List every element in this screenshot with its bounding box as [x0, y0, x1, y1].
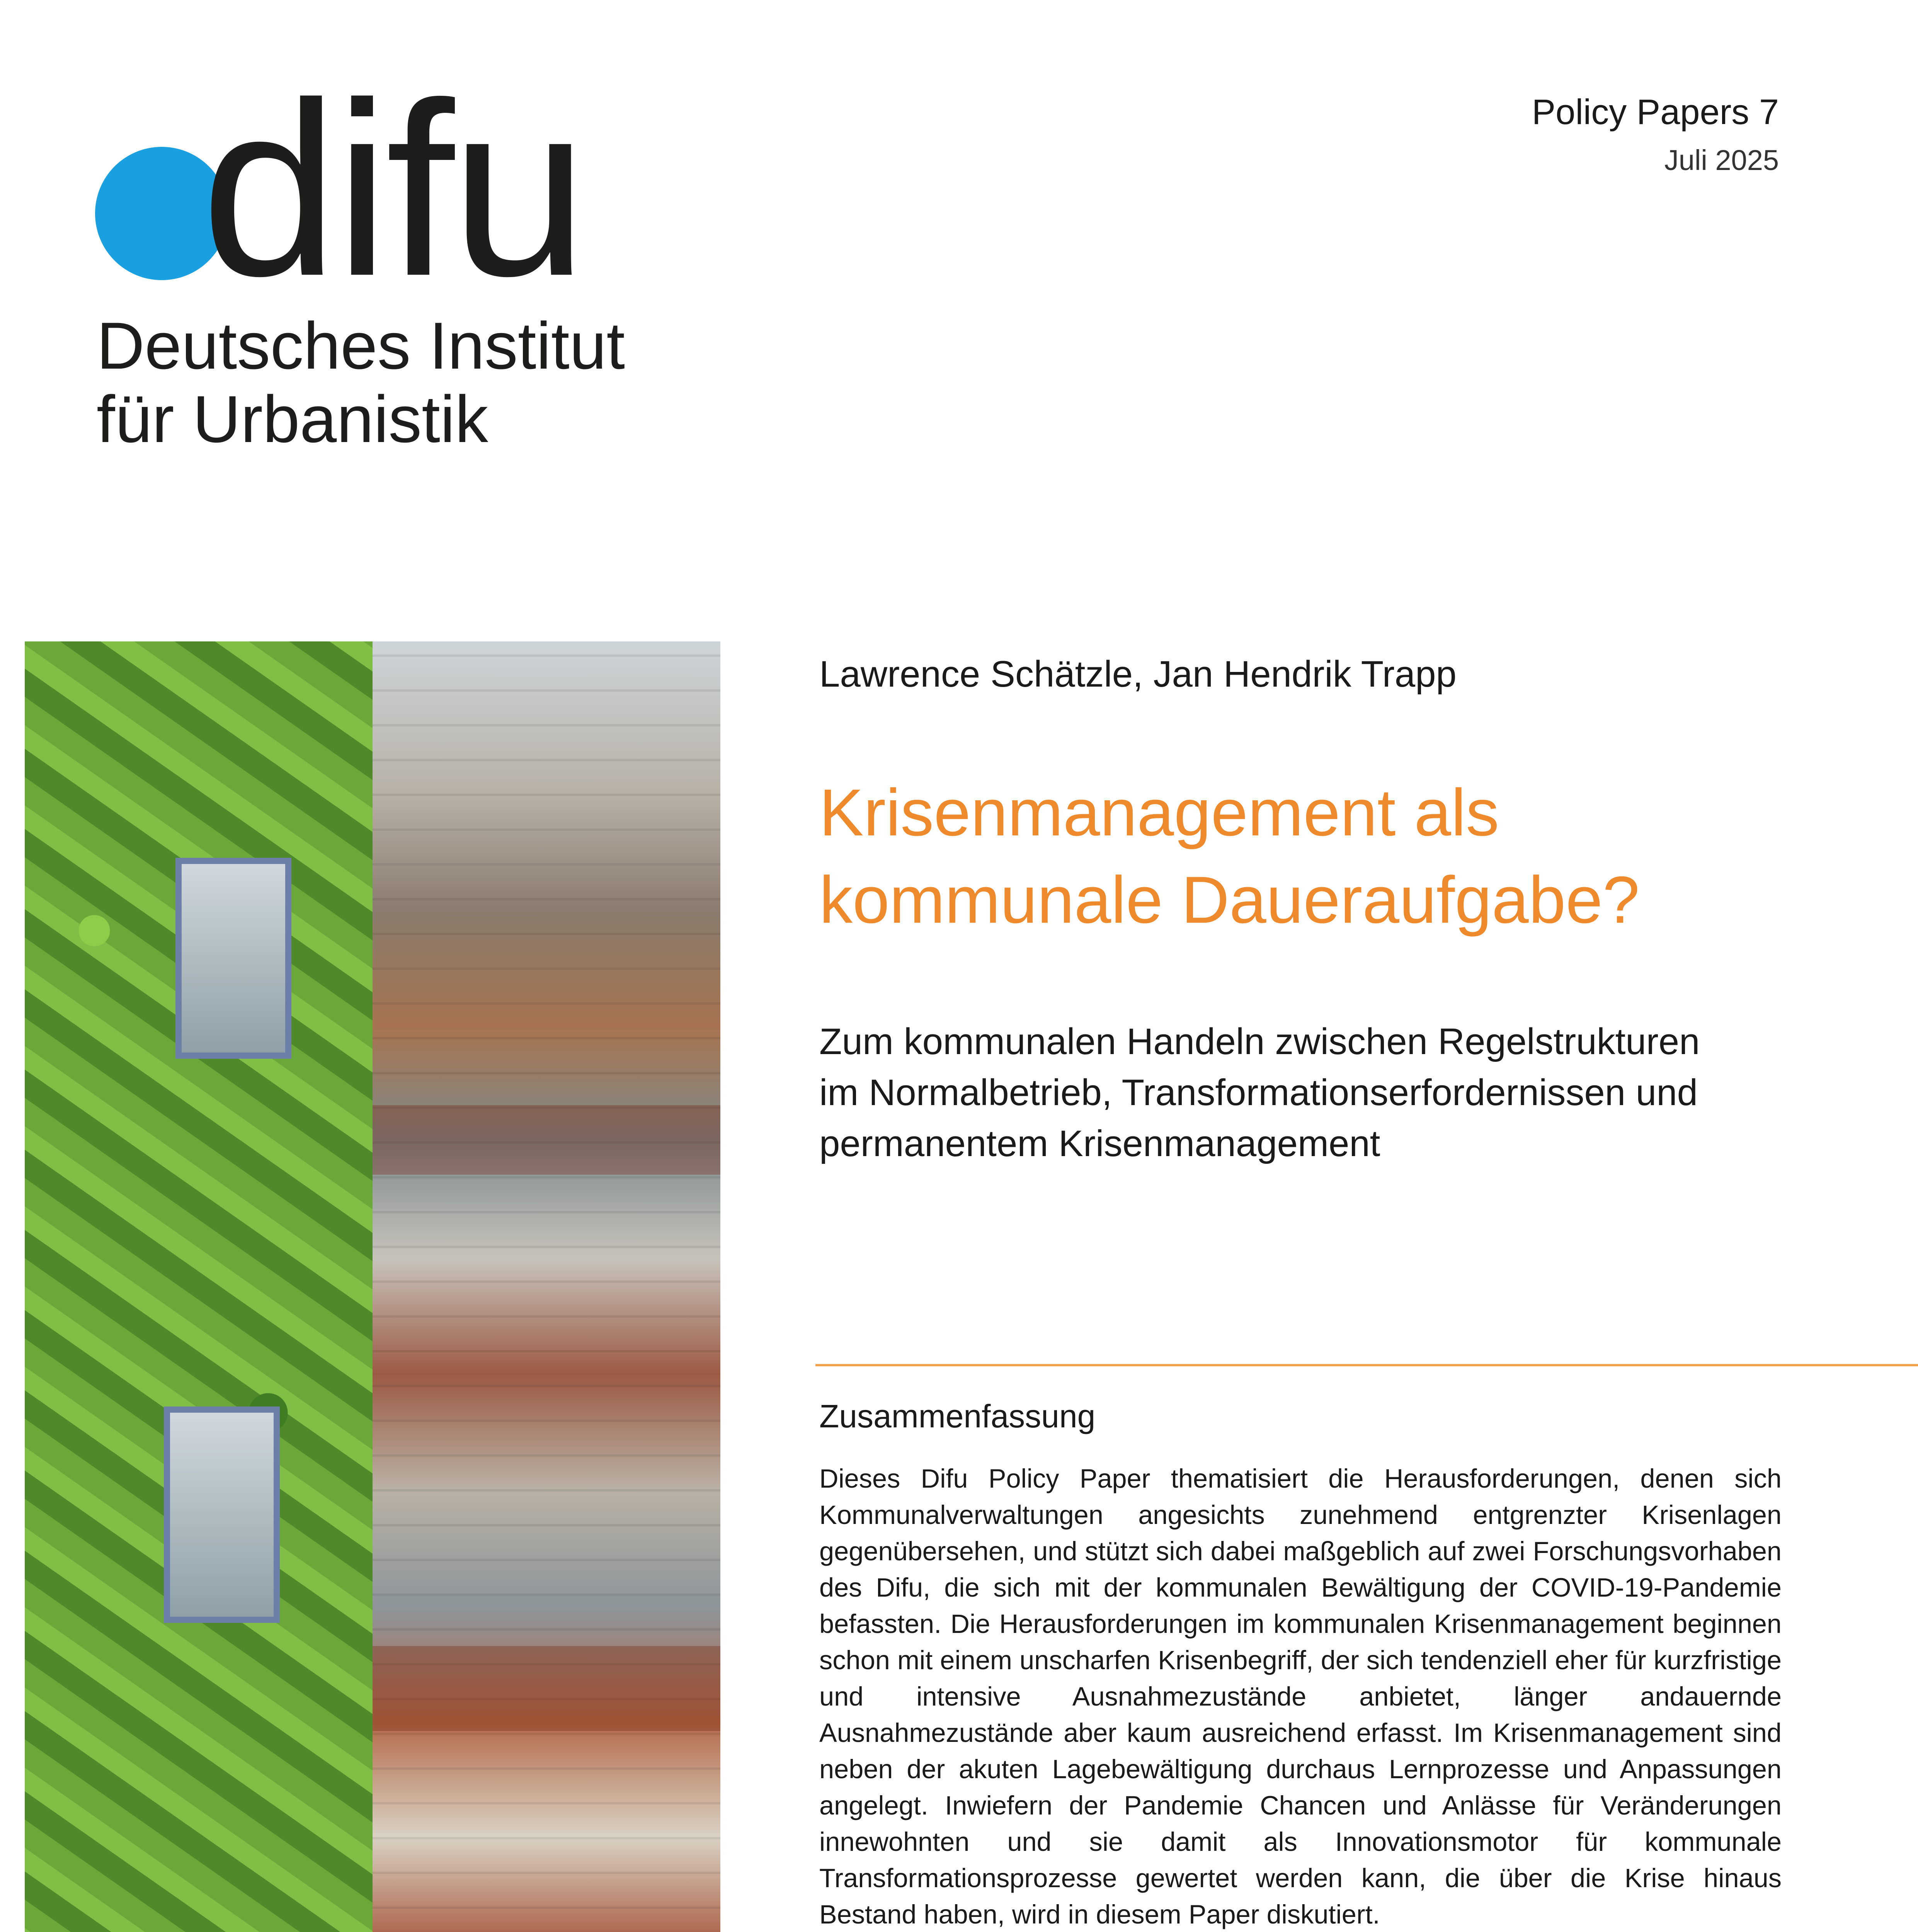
- ivy-facade-image: [25, 641, 373, 1932]
- institute-name-line1: Deutsches Institut: [97, 309, 625, 383]
- subtitle-line1: Zum kommunalen Handeln zwischen Regelstrukturen: [819, 1021, 1700, 1062]
- page-title: [819, 769, 1863, 944]
- summary-paragraph-1: Dieses Difu Policy Paper thematisiert die Herausforderungen, denen sich Kommunalverwaltungen angesichts zunehmend entgrenzter Krisenlagen gegenübersehen, und stützt sich dabei maßgeblich auf zwei Forschungsvorhaben des Difu, die sich mit der kommunalen Bewältigung der COVID-19-Pandemie befassten. Die Herausforderungen im kommunalen Krisenmanagement beginnen schon mit einem unscharfen Krisenbegriff, der sich tendenziell eher für kurzfristige und intensive Ausnahmezustände anbietet, länger andauernde Ausnahmezustände aber kaum ausreichend erfasst. Im Krisenmanagement sind neben der akuten Lagebewältigung durchaus Lernprozesse und Anpassungen angelegt. Inwiefern der Pandemie Chancen und Anlässe für Veränderungen innewohnten und sie damit als Innovationsmotor für kommunale Transformationsprozesse gewertet werden kann, die über die Krise hinaus Bestand haben, wird in diesem Paper diskutiert.: [819, 1464, 1782, 1929]
- authors: Lawrence Schätzle, Jan Hendrik Trapp: [819, 653, 1457, 695]
- title-line2: kommunale Daueraufgabe?: [819, 863, 1640, 937]
- window-image: [164, 1406, 280, 1623]
- subtitle-line2: im Normalbetrieb, Transformationserfordernissen und: [819, 1072, 1698, 1113]
- series-name: Policy Papers 7: [1532, 92, 1779, 132]
- logo-wordmark: difu: [201, 51, 584, 327]
- subtitle-line3: permanentem Krisenmanagement: [819, 1123, 1380, 1164]
- title-line1: Krisenmanagement als: [819, 776, 1499, 850]
- institute-name-line2: für Urbanistik: [97, 382, 488, 456]
- summary-heading: Zusammenfassung: [819, 1398, 1096, 1434]
- window-image: [175, 858, 291, 1059]
- series-date: Juli 2025: [1664, 144, 1779, 176]
- institute-name: [97, 309, 625, 456]
- cover-photo: [25, 641, 720, 1932]
- roof-band-image: [373, 1105, 720, 1175]
- subtitle: [819, 1016, 1824, 1169]
- roof-band-image: [373, 1646, 720, 1731]
- summary-body: [819, 1461, 1782, 1932]
- series-info: [1532, 89, 1779, 182]
- divider-top: [815, 1364, 1918, 1366]
- city-rooftops-image: [373, 641, 720, 1932]
